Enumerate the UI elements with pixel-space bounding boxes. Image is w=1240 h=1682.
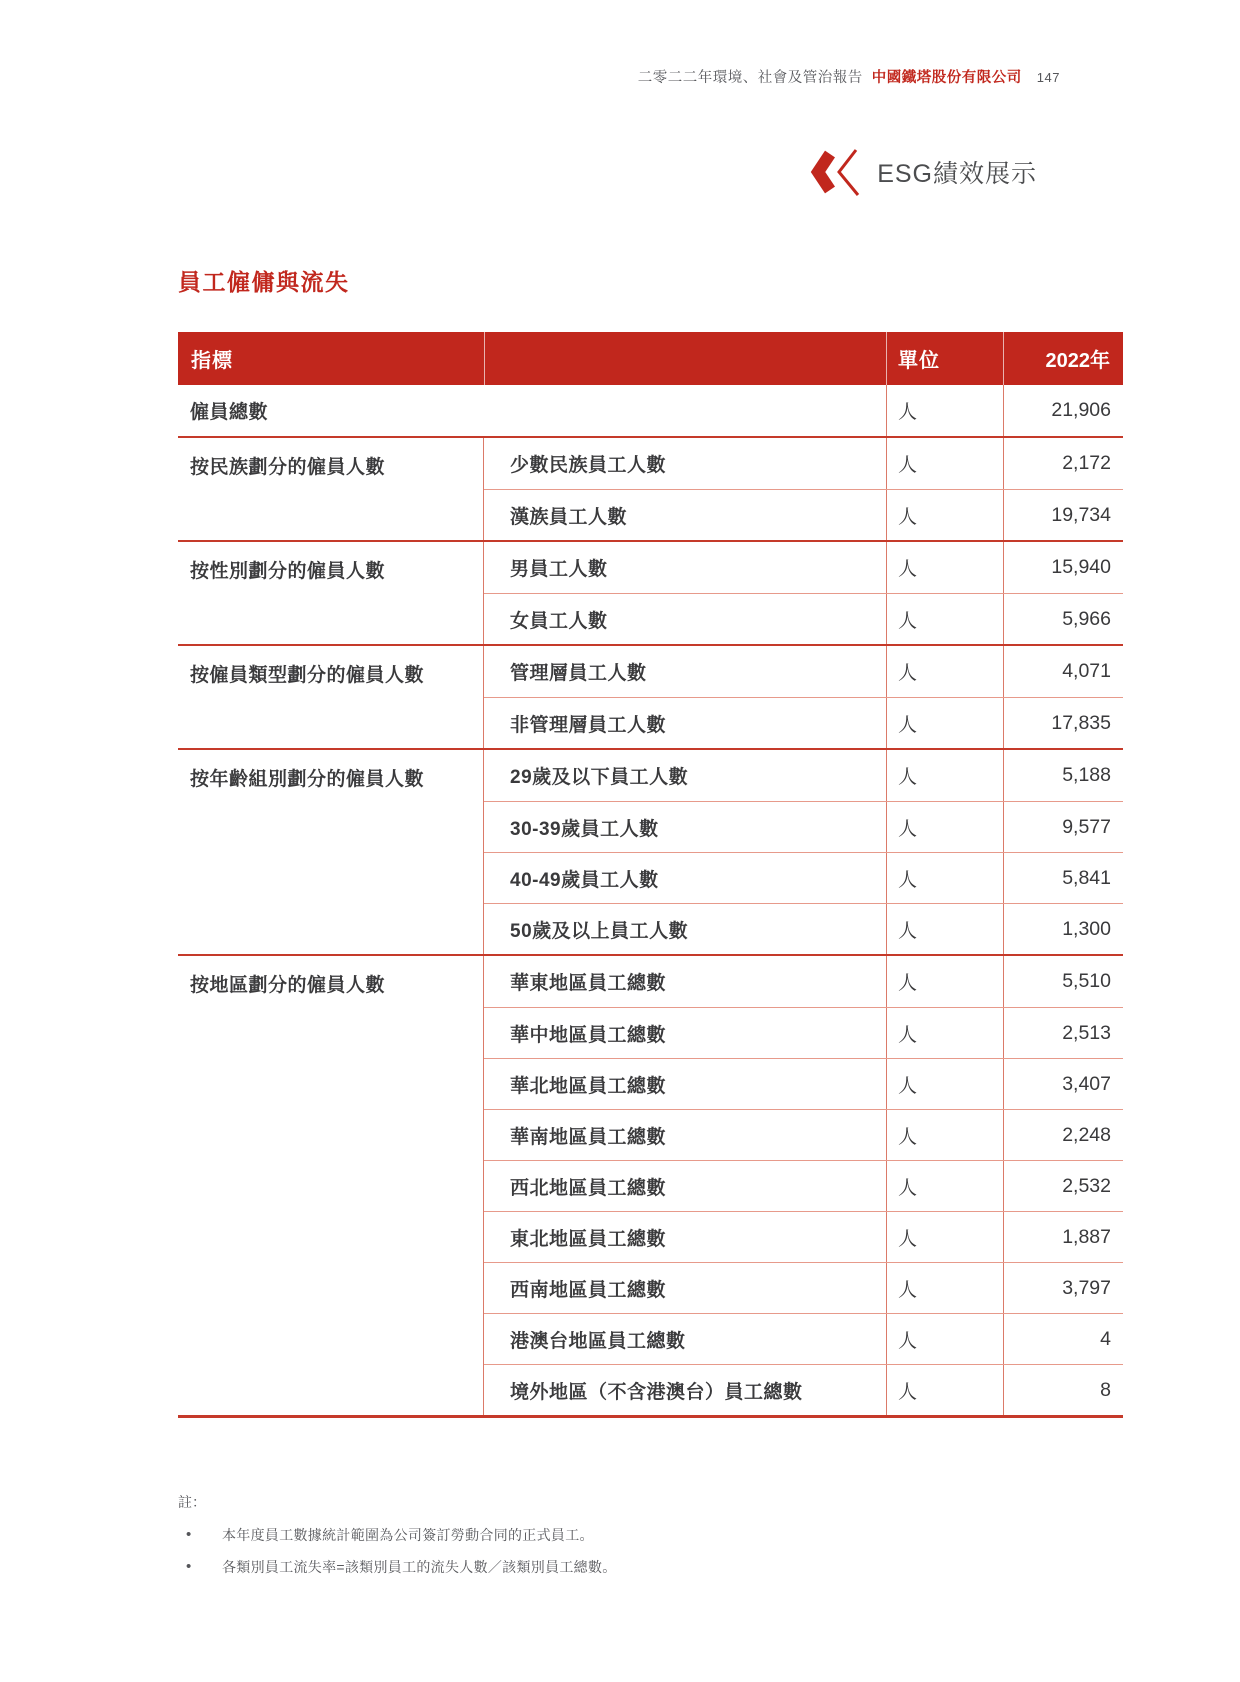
col-header-unit: 單位 [886, 332, 1003, 385]
indicator-cell: 少數民族員工人數 [510, 455, 667, 476]
indicator-cell: 華南地區員工總數 [510, 1126, 667, 1148]
col-header-indicator: 指標 [191, 350, 233, 372]
group-rows [484, 750, 1123, 954]
value-cell: 4 [1003, 1314, 1123, 1364]
table-row [484, 542, 1123, 593]
table-group [178, 385, 1123, 436]
table-row [484, 852, 1123, 903]
table-row [484, 1364, 1123, 1415]
group-label-cell: 按僱員類型劃分的僱員人數 [178, 646, 484, 748]
table-header-row [178, 332, 1123, 385]
value-cell: 19,734 [1003, 490, 1123, 540]
table-group [178, 436, 1123, 540]
indicator-cell: 僱員總數 [190, 402, 269, 423]
group-label-cell: 按性別劃分的僱員人數 [178, 542, 484, 644]
value-cell: 15,940 [1003, 542, 1123, 593]
esg-badge-label: ESG績效展示 [877, 160, 1037, 188]
value-cell: 5,510 [1003, 956, 1123, 1007]
indicator-cell: 港澳台地區員工總數 [510, 1330, 686, 1352]
footnotes [178, 1492, 978, 1590]
indicator-cell: 東北地區員工總數 [510, 1228, 667, 1250]
section-title: 員工僱傭與流失 [178, 269, 350, 295]
indicator-cell: 華中地區員工總數 [510, 1024, 667, 1046]
notes-list [178, 1527, 978, 1576]
value-cell: 1,300 [1003, 904, 1123, 954]
employee-statistics-table [178, 332, 1123, 1418]
group-rows [484, 956, 1123, 1415]
indicator-cell: 華北地區員工總數 [510, 1075, 667, 1097]
value-cell: 3,407 [1003, 1059, 1123, 1109]
double-chevron-left-icon [810, 148, 862, 196]
page-running-header [638, 66, 1060, 87]
table-row [484, 1058, 1123, 1109]
value-cell: 4,071 [1003, 646, 1123, 697]
indicator-cell: 男員工人數 [510, 559, 608, 580]
unit-cell: 人 [886, 802, 1003, 852]
table-body [178, 385, 1123, 1418]
value-cell: 1,887 [1003, 1212, 1123, 1262]
unit-cell: 人 [886, 1161, 1003, 1211]
indicator-cell: 40-49歲員工人數 [510, 869, 659, 891]
indicator-cell: 女員工人數 [510, 610, 608, 632]
table-row [484, 903, 1123, 954]
table-group [178, 954, 1123, 1415]
value-cell: 2,172 [1003, 438, 1123, 489]
table-row [484, 697, 1123, 748]
value-cell: 9,577 [1003, 802, 1123, 852]
table-row [484, 956, 1123, 1007]
indicator-cell: 29歲及以下員工人數 [510, 767, 689, 788]
group-label-cell: 按地區劃分的僱員人數 [178, 956, 484, 1415]
esg-section-badge [810, 148, 1037, 196]
company-name: 中國鐵塔股份有限公司 [871, 70, 1022, 86]
value-cell: 5,188 [1003, 750, 1123, 801]
group-rows [178, 385, 1123, 436]
table-row [484, 593, 1123, 644]
unit-cell: 人 [886, 646, 1003, 697]
value-cell: 3,797 [1003, 1263, 1123, 1313]
unit-cell: 人 [886, 594, 1003, 644]
group-rows [484, 438, 1123, 540]
group-rows [484, 646, 1123, 748]
table-row [484, 1313, 1123, 1364]
indicator-cell: 30-39歲員工人數 [510, 818, 659, 840]
table-row [484, 438, 1123, 489]
table-row [484, 1109, 1123, 1160]
unit-cell: 人 [886, 1314, 1003, 1364]
table-row [484, 646, 1123, 697]
unit-cell: 人 [886, 1008, 1003, 1058]
group-label-cell: 按民族劃分的僱員人數 [178, 438, 484, 540]
indicator-cell: 管理層員工人數 [510, 663, 647, 684]
indicator-cell: 西南地區員工總數 [510, 1279, 667, 1301]
unit-cell: 人 [886, 904, 1003, 954]
value-cell: 17,835 [1003, 698, 1123, 748]
value-cell: 5,966 [1003, 594, 1123, 644]
col-header-year: 2022年 [1003, 332, 1123, 385]
indicator-cell: 漢族員工人數 [510, 506, 628, 528]
unit-cell: 人 [886, 490, 1003, 540]
table-row [484, 1262, 1123, 1313]
notes-label: 註： [178, 1494, 206, 1510]
table-row [484, 801, 1123, 852]
value-cell: 8 [1003, 1365, 1123, 1415]
table-row [484, 1211, 1123, 1262]
unit-cell: 人 [886, 750, 1003, 801]
table-row [484, 1160, 1123, 1211]
value-cell: 2,513 [1003, 1008, 1123, 1058]
value-cell: 21,906 [1003, 385, 1123, 436]
table-row [484, 489, 1123, 540]
note-item: • 各類別員工流失率=該類別員工的流失人數／該類別員工總數。 [178, 1559, 978, 1577]
report-title: 二零二二年環境、社會及管治報告 [637, 70, 863, 86]
group-rows [484, 542, 1123, 644]
unit-cell: 人 [886, 1365, 1003, 1415]
unit-cell: 人 [886, 853, 1003, 903]
indicator-cell: 非管理層員工人數 [510, 714, 667, 736]
table-group [178, 644, 1123, 748]
table-group [178, 748, 1123, 954]
unit-cell: 人 [886, 542, 1003, 593]
table-row [484, 1007, 1123, 1058]
unit-cell: 人 [886, 438, 1003, 489]
page-number: 147 [1036, 70, 1060, 85]
indicator-cell: 50歲及以上員工人數 [510, 920, 689, 942]
note-item: • 本年度員工數據統計範圍為公司簽訂勞動合同的正式員工。 [178, 1527, 978, 1545]
unit-cell: 人 [886, 385, 1003, 436]
value-cell: 2,248 [1003, 1110, 1123, 1160]
unit-cell: 人 [886, 1263, 1003, 1313]
unit-cell: 人 [886, 1059, 1003, 1109]
indicator-cell: 華東地區員工總數 [510, 973, 667, 994]
value-cell: 2,532 [1003, 1161, 1123, 1211]
value-cell: 5,841 [1003, 853, 1123, 903]
unit-cell: 人 [886, 956, 1003, 1007]
table-group [178, 540, 1123, 644]
group-label-cell: 按年齡組別劃分的僱員人數 [178, 750, 484, 954]
table-row [484, 750, 1123, 801]
table-row [178, 385, 1123, 436]
indicator-cell: 西北地區員工總數 [510, 1177, 667, 1199]
unit-cell: 人 [886, 1212, 1003, 1262]
indicator-cell: 境外地區（不含港澳台）員工總數 [510, 1381, 803, 1403]
unit-cell: 人 [886, 1110, 1003, 1160]
unit-cell: 人 [886, 698, 1003, 748]
